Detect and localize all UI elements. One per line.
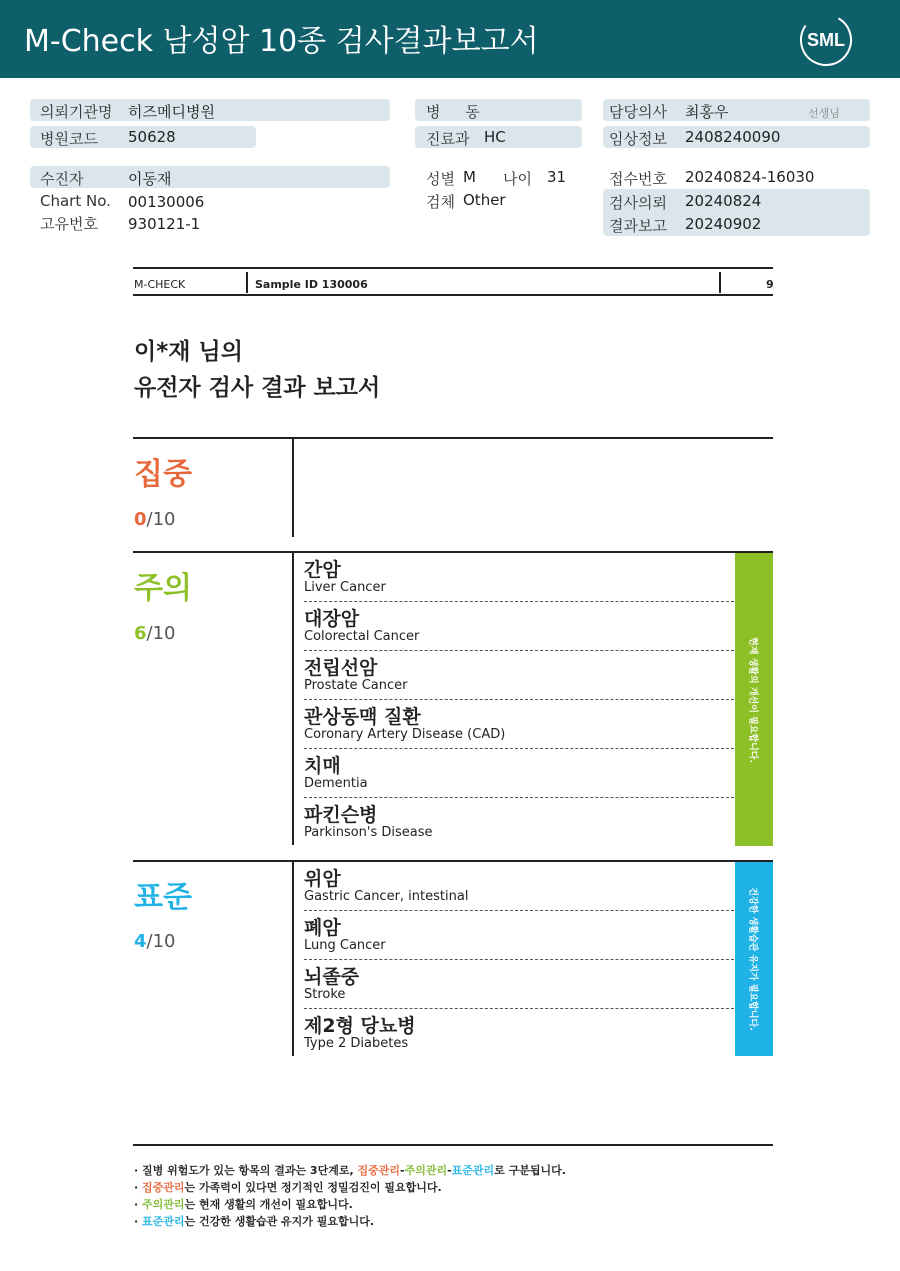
report-value: 20240902	[685, 215, 762, 233]
request-label: 검사의뢰	[609, 194, 667, 212]
clinical-value: 2408240090	[685, 128, 781, 146]
age-value: 31	[547, 168, 567, 186]
caution-grade-label: 주의	[134, 571, 192, 606]
focus-grade-label: 집중	[134, 457, 192, 492]
note-text: 질병 위험도가 있는 항목의 결과는 3단계로,	[142, 1164, 358, 1177]
note-dash: -	[447, 1164, 452, 1177]
disease-name-en: Parkinson's Disease	[304, 825, 433, 840]
institution-value: 히즈메디병원	[128, 103, 215, 121]
receipt-label: 접수번호	[609, 170, 667, 188]
doctor-label: 담당의사	[609, 103, 667, 121]
note-term-standard: 표준관리	[451, 1164, 495, 1177]
list-item	[304, 911, 734, 960]
caution-side-text: 현재 생활의 개선이 필요합니다.	[747, 636, 758, 763]
id-label: 고유번호	[40, 215, 98, 233]
report-label: 결과보고	[609, 217, 667, 235]
disease-name-en: Prostate Cancer	[304, 678, 408, 693]
hospital-code-value: 50628	[128, 128, 176, 146]
chart-value: 00130006	[128, 193, 205, 211]
logo-text: SML	[807, 30, 845, 50]
dept-value: HC	[484, 128, 506, 146]
age-label: 나이	[503, 170, 532, 188]
sex-label: 성별	[426, 170, 455, 188]
disease-name-ko: 대장암	[304, 608, 360, 630]
focus-total: /10	[146, 509, 176, 530]
note-line-4: · 표준관리는 건강한 생활습관 유지가 필요합니다.	[134, 1215, 375, 1228]
chart-label: Chart No.	[40, 192, 111, 210]
report-bottom-rule	[133, 294, 773, 296]
report-divider-2	[719, 272, 721, 293]
standard-divider	[292, 862, 294, 1056]
disease-name-ko: 파킨슨병	[304, 804, 378, 826]
patient-label: 수진자	[40, 170, 84, 188]
note-text: 로 구분됩니다.	[494, 1164, 566, 1177]
disease-name-en: Dementia	[304, 776, 368, 791]
receipt-value: 20240824-16030	[685, 168, 815, 186]
report-label-mcheck: M-CHECK	[134, 278, 186, 291]
disease-name-ko: 간암	[304, 559, 341, 581]
doctor-value: 최홍우	[685, 103, 729, 121]
patient-value: 이동재	[128, 170, 172, 188]
list-item	[304, 602, 734, 651]
standard-total: /10	[146, 931, 176, 952]
standard-grade-label: 표준	[134, 880, 192, 915]
disease-name-ko: 관상동맥 질환	[304, 706, 421, 728]
caution-count: 6	[134, 623, 147, 644]
sml-logo	[798, 12, 854, 68]
focus-count: 0	[134, 509, 147, 530]
disease-name-en: Coronary Artery Disease (CAD)	[304, 727, 506, 742]
institution-label: 의뢰기관명	[40, 103, 113, 121]
report-title-line2: 유전자 검사 결과 보고서	[134, 375, 381, 401]
page-number: 9	[766, 278, 774, 291]
focus-score	[134, 509, 176, 530]
specimen-value: Other	[463, 191, 506, 209]
focus-divider	[292, 439, 294, 537]
disease-name-ko: 뇌졸중	[304, 966, 360, 988]
standard-count: 4	[134, 931, 147, 952]
standard-side-bar	[735, 862, 773, 1056]
list-item	[304, 862, 734, 911]
disease-name-en: Gastric Cancer, intestinal	[304, 889, 469, 904]
note-line-3: · 주의관리는 현재 생활의 개선이 필요합니다.	[134, 1198, 353, 1211]
note-line-2: · 집중관리는 가족력이 있다면 정기적인 정밀검진이 필요합니다.	[134, 1181, 442, 1194]
list-item	[304, 553, 734, 602]
disease-name-ko: 위암	[304, 868, 341, 890]
id-value: 930121-1	[128, 215, 201, 233]
legend-notes	[134, 1162, 566, 1230]
note-text: 는 현재 생활의 개선이 필요합니다.	[184, 1198, 353, 1211]
note-term-focus: 집중관리	[142, 1181, 185, 1194]
dept-label: 진료과	[426, 130, 470, 148]
disease-name-en: Lung Cancer	[304, 938, 386, 953]
focus-top-rule	[133, 437, 773, 439]
caution-total: /10	[146, 623, 176, 644]
doctor-suffix: 선생님	[808, 107, 840, 120]
report-title-line1: 이*재 님의	[134, 339, 243, 365]
list-item	[304, 798, 734, 847]
note-term-caution: 주의관리	[404, 1164, 448, 1177]
header-bar	[0, 0, 900, 78]
note-term-standard: 표준관리	[142, 1215, 185, 1228]
note-term-focus: 집중관리	[357, 1164, 400, 1177]
list-item	[304, 651, 734, 700]
patient-row	[30, 166, 390, 188]
note-term-caution: 주의관리	[142, 1198, 185, 1211]
clinical-label: 임상정보	[609, 130, 667, 148]
hospital-code-label: 병원코드	[40, 130, 98, 148]
standard-side-text: 건강한 생활습관 유지가 필요합니다.	[747, 887, 758, 1031]
list-item	[304, 749, 734, 798]
caution-divider	[292, 553, 294, 845]
standard-score	[134, 931, 176, 952]
disease-name-ko: 전립선암	[304, 657, 378, 679]
note-text: 는 건강한 생활습관 유지가 필요합니다.	[184, 1215, 375, 1228]
ward-label: 병 동	[426, 103, 490, 121]
disease-name-ko: 폐암	[304, 917, 341, 939]
report-top-rule	[133, 267, 773, 269]
disease-name-en: Liver Cancer	[304, 580, 386, 595]
notes-top-rule	[133, 1144, 773, 1146]
specimen-label: 검체	[426, 193, 455, 211]
disease-name-en: Stroke	[304, 987, 346, 1002]
list-item	[304, 700, 734, 749]
note-line-1: · 질병 위험도가 있는 항목의 결과는 3단계로, 집중관리-주의관리-표준관리로 구분됩니다.	[134, 1164, 566, 1177]
note-text: 는 가족력이 있다면 정기적인 정밀검진이 필요합니다.	[184, 1181, 442, 1194]
sex-value: M	[463, 168, 476, 186]
request-value: 20240824	[685, 192, 762, 210]
page-title: M-Check 남성암 10종 검사결과보고서	[24, 24, 539, 59]
list-item	[304, 960, 734, 1009]
report-divider-1	[246, 272, 248, 293]
sample-id: Sample ID 130006	[255, 278, 368, 291]
caution-side-bar	[735, 553, 773, 846]
disease-name-en: Type 2 Diabetes	[304, 1036, 409, 1051]
list-item	[304, 1009, 734, 1058]
disease-name-ko: 제2형 당뇨병	[304, 1015, 416, 1037]
caution-score	[134, 623, 176, 644]
disease-name-en: Colorectal Cancer	[304, 629, 420, 644]
disease-name-ko: 치매	[304, 755, 341, 777]
note-dash: -	[399, 1164, 405, 1177]
